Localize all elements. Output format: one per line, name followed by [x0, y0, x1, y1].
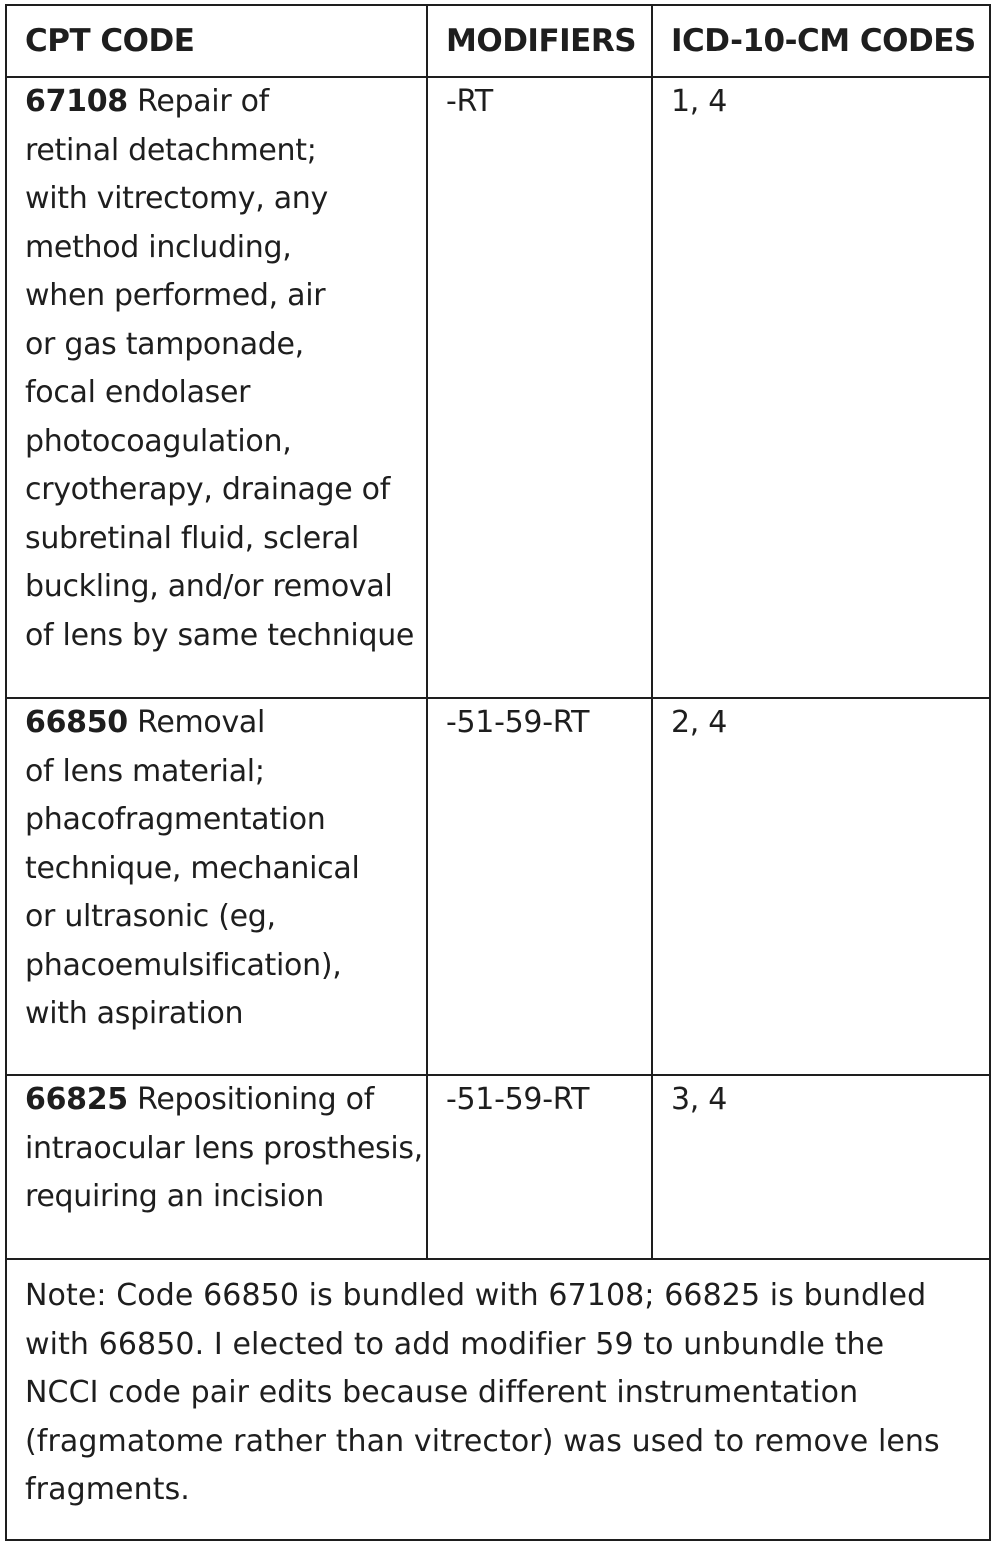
note-row — [6, 1259, 990, 1540]
cpt-cell — [6, 698, 427, 1075]
cpt-cell — [6, 1075, 427, 1259]
cpt-description-line: with aspiration — [25, 996, 244, 1031]
note-cell — [6, 1259, 990, 1540]
cpt-description-line: retinal detachment; — [25, 132, 317, 168]
icd-codes-cell: 3, 4 — [652, 1075, 990, 1259]
header-icd-codes: ICD-10-CM CODES — [652, 5, 990, 77]
header-modifiers: MODIFIERS — [427, 5, 652, 77]
note-line: NCCI code pair edits because different instrumentation — [25, 1375, 859, 1410]
cpt-description-line: intraocular lens prosthesis, — [25, 1130, 423, 1166]
cpt-description-line: technique, mechanical — [25, 850, 360, 886]
table-row — [6, 698, 990, 1075]
header-row — [6, 5, 990, 77]
cpt-description-line: focal endolaser — [25, 375, 251, 410]
cpt-coding-table — [5, 4, 991, 1541]
cpt-description-line: Repositioning of — [137, 1082, 374, 1117]
note-line: (fragmatome rather than vitrector) was used to remove lens — [25, 1423, 940, 1459]
cpt-description-line: phacoemulsification), — [25, 947, 342, 983]
cpt-description-line: Removal — [137, 705, 266, 740]
modifiers-cell: -51-59-RT — [427, 698, 652, 1075]
cpt-description-line: or ultrasonic (eg, — [25, 899, 276, 934]
note-line: fragments. — [25, 1472, 190, 1507]
cpt-description-line: subretinal fluid, scleral — [25, 520, 360, 556]
note-line: Note: Code 66850 is bundled with 67108; 66825 is bundled — [25, 1278, 927, 1313]
cpt-description-line: of lens by same technique — [25, 617, 415, 653]
header-cpt-code: CPT CODE — [6, 5, 427, 77]
cpt-description-line: or gas tamponade, — [25, 326, 304, 362]
cpt-description-line: buckling, and/or removal — [25, 569, 393, 604]
cpt-description-line: requiring an incision — [25, 1179, 324, 1214]
cpt-description-line: phacofragmentation — [25, 802, 326, 837]
cpt-description-line: Repair of — [137, 84, 269, 119]
table-row — [6, 1075, 990, 1259]
cpt-code-number: 67108 — [25, 84, 128, 119]
cpt-code-number: 66825 — [25, 1082, 128, 1117]
icd-codes-cell: 2, 4 — [652, 698, 990, 1075]
cpt-description-line: cryotherapy, drainage of — [25, 472, 391, 507]
modifiers-cell: -RT — [427, 77, 652, 698]
note-line: with 66850. I elected to add modifier 59 to unbundle the — [25, 1326, 885, 1362]
cpt-description-line: with vitrectomy, any — [25, 181, 328, 216]
table-row — [6, 77, 990, 698]
modifiers-cell: -51-59-RT — [427, 1075, 652, 1259]
cpt-description-line: photocoagulation, — [25, 423, 292, 459]
cpt-description-line: method including, — [25, 229, 292, 265]
cpt-cell — [6, 77, 427, 698]
cpt-description-line: when performed, air — [25, 278, 326, 313]
cpt-code-number: 66850 — [25, 705, 128, 740]
icd-codes-cell: 1, 4 — [652, 77, 990, 698]
cpt-description-line: of lens material; — [25, 753, 265, 789]
